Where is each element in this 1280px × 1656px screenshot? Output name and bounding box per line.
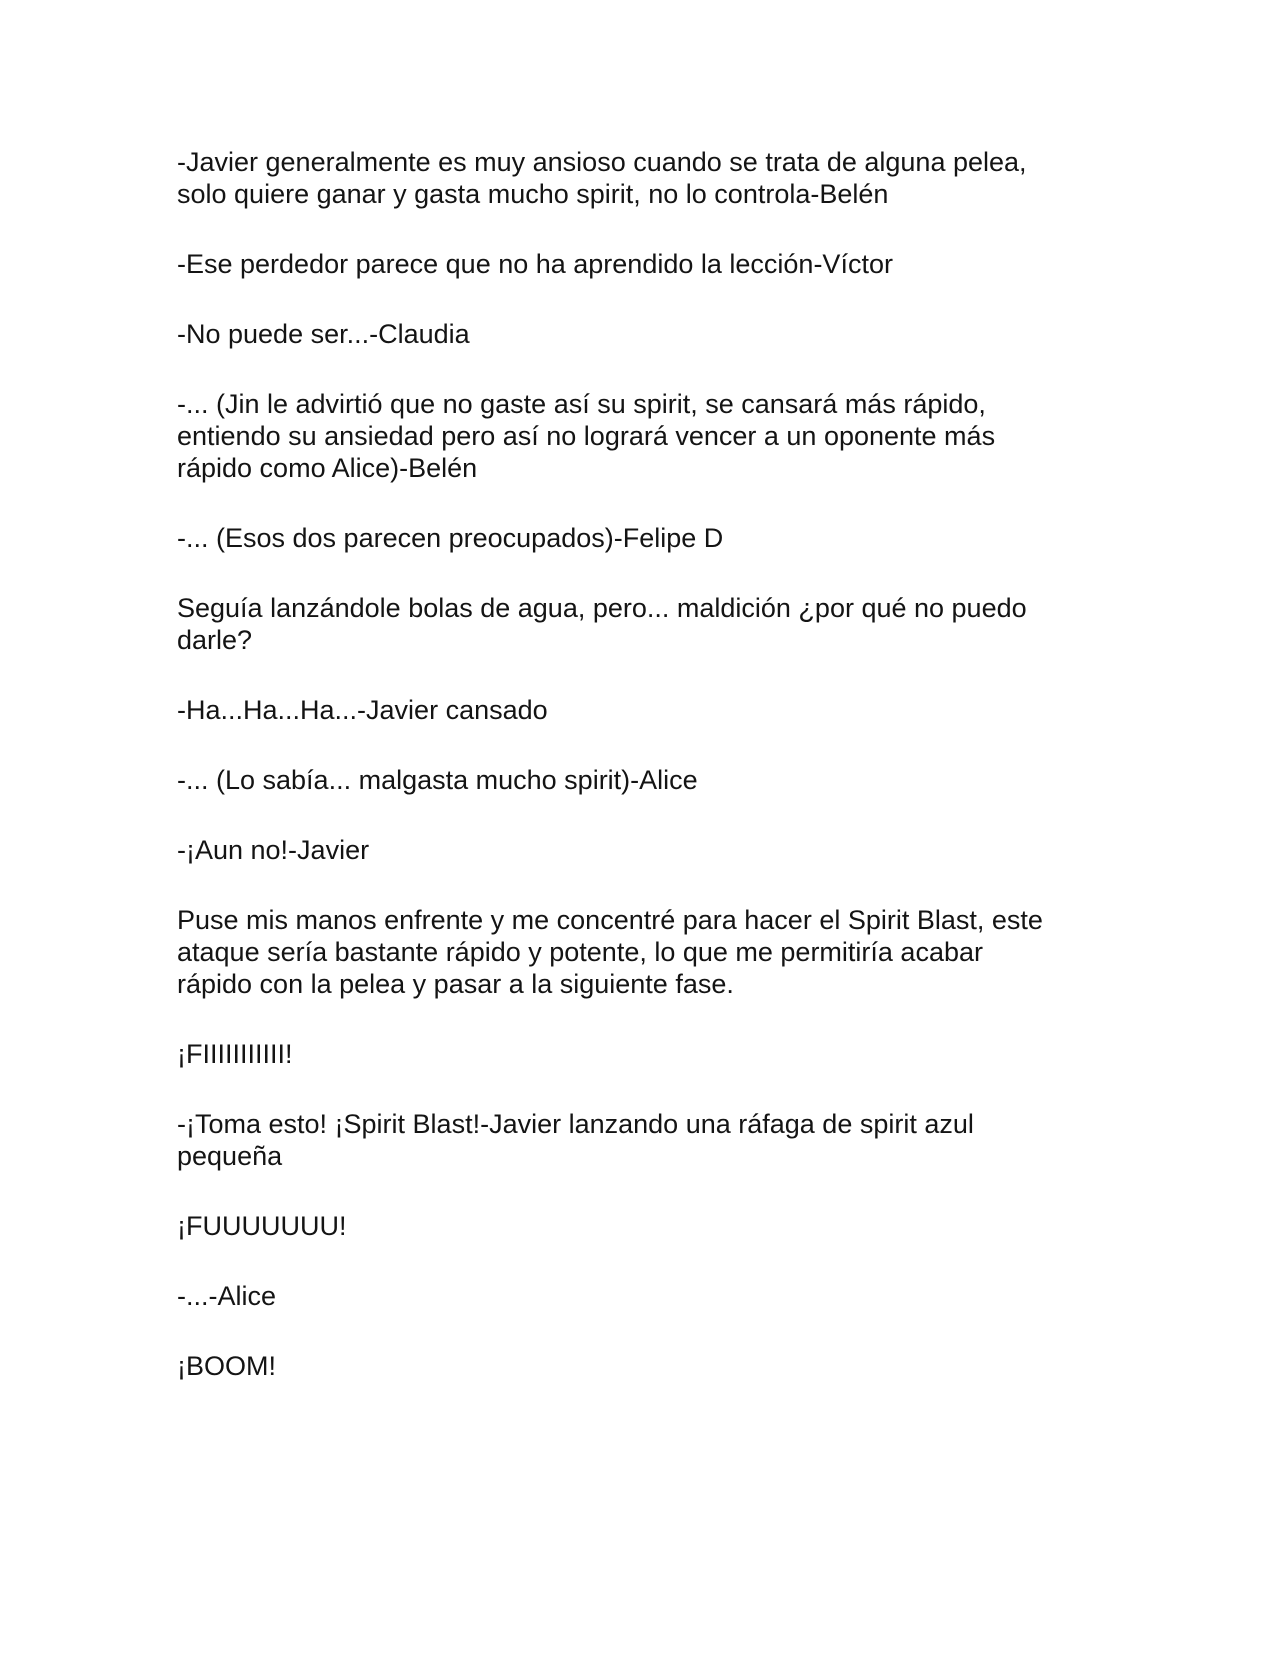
paragraph bbox=[177, 1280, 1097, 1312]
text-line: -...-Alice bbox=[177, 1281, 277, 1311]
text-line: solo quiere ganar y gasta mucho spirit, no lo controla-Belén bbox=[177, 179, 889, 209]
text-line: pequeña bbox=[177, 1141, 283, 1171]
text-line: Seguía lanzándole bolas de agua, pero... maldición ¿por qué no puedo bbox=[177, 593, 1027, 623]
text-line: rápido como Alice)-Belén bbox=[177, 453, 478, 483]
text-line: -... (Esos dos parecen preocupados)-Felipe D bbox=[177, 523, 724, 553]
text-line: ¡BOOM! bbox=[177, 1351, 276, 1381]
text-line: -¡Toma esto! ¡Spirit Blast!-Javier lanzando una ráfaga de spirit azul bbox=[177, 1109, 974, 1139]
paragraph bbox=[177, 694, 1097, 726]
paragraph bbox=[177, 834, 1097, 866]
paragraph bbox=[177, 1038, 1097, 1070]
paragraph bbox=[177, 592, 1097, 656]
text-line: -... (Jin le advirtió que no gaste así su spirit, se cansará más rápido, bbox=[177, 389, 986, 419]
document-page bbox=[177, 146, 1097, 1382]
text-line: darle? bbox=[177, 625, 253, 655]
paragraph bbox=[177, 388, 1097, 484]
text-line: -... (Lo sabía... malgasta mucho spirit)-Alice bbox=[177, 765, 698, 795]
paragraph bbox=[177, 248, 1097, 280]
paragraph bbox=[177, 522, 1097, 554]
paragraph bbox=[177, 1210, 1097, 1242]
paragraph bbox=[177, 1350, 1097, 1382]
paragraph bbox=[177, 764, 1097, 796]
text-line: ¡FUUUUUUU! bbox=[177, 1211, 347, 1241]
text-line: -Ese perdedor parece que no ha aprendido la lección-Víctor bbox=[177, 249, 893, 279]
text-line: -Ha...Ha...Ha...-Javier cansado bbox=[177, 695, 548, 725]
text-line: -No puede ser...-Claudia bbox=[177, 319, 470, 349]
text-line: -Javier generalmente es muy ansioso cuando se trata de alguna pelea, bbox=[177, 147, 1027, 177]
paragraph bbox=[177, 1108, 1097, 1172]
text-line: ¡FIIIIIIIIIII! bbox=[177, 1039, 293, 1069]
text-line: entiendo su ansiedad pero así no logrará vencer a un oponente más bbox=[177, 421, 996, 451]
text-line: -¡Aun no!-Javier bbox=[177, 835, 370, 865]
paragraph bbox=[177, 146, 1097, 210]
text-line: Puse mis manos enfrente y me concentré para hacer el Spirit Blast, este bbox=[177, 905, 1043, 935]
text-line: ataque sería bastante rápido y potente, lo que me permitiría acabar bbox=[177, 937, 983, 967]
paragraph bbox=[177, 318, 1097, 350]
text-line: rápido con la pelea y pasar a la siguiente fase. bbox=[177, 969, 734, 999]
paragraph bbox=[177, 904, 1097, 1000]
